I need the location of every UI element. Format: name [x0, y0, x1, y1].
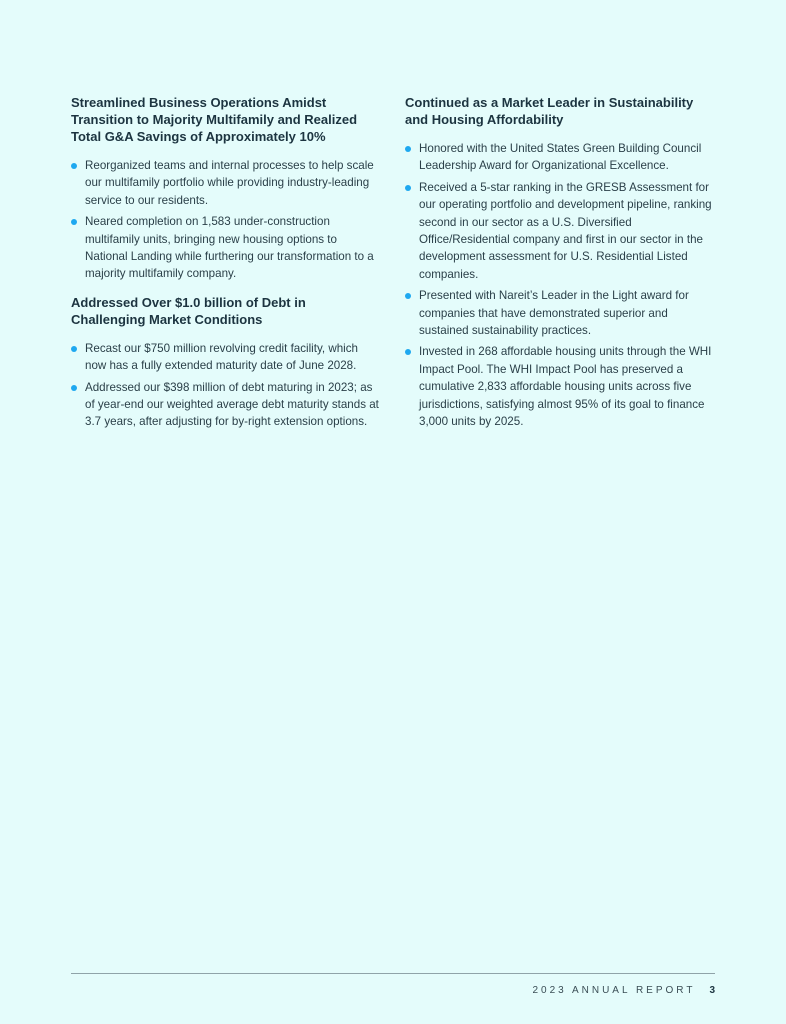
bullet-item — [405, 343, 717, 430]
bullet-dot-icon — [71, 385, 77, 391]
bullet-list — [71, 157, 381, 283]
bullet-text: Invested in 268 affordable housing units through the WHI Impact Pool. The WHI Impact Pool has preserved a cumulative 2,833 affordable housing units across five jurisdictions, satisfying almost 95% of its goal to finance 3,000 units by 2025. — [419, 345, 712, 429]
bullet-dot-icon — [405, 293, 411, 299]
section-title: Continued as a Market Leader in Sustainability and Housing Affordability — [405, 95, 694, 127]
bullet-dot-icon — [71, 219, 77, 225]
bullet-text: Reorganized teams and internal processes to help scale our multifamily portfolio while providing industry-leading service to our residents. — [85, 159, 374, 207]
bullet-item — [405, 179, 717, 283]
bullet-item — [71, 157, 381, 209]
bullet-text: Neared completion on 1,583 under-construction multifamily units, bringing new housing options to National Landing while furthering our transformation to a majority multifamily company. — [85, 215, 374, 281]
left-column — [71, 94, 381, 435]
bullet-dot-icon — [405, 349, 411, 355]
bullet-list — [71, 340, 381, 431]
bullet-item — [71, 213, 381, 283]
bullet-item — [405, 140, 717, 175]
bullet-text: Addressed our $398 million of debt maturing in 2023; as of year-end our weighted average debt maturity stands at 3.7 years, after adjusting for by-right extension options. — [85, 380, 379, 429]
footer-divider — [71, 973, 715, 974]
bullet-list — [405, 140, 717, 431]
page-number: 3 — [709, 985, 715, 996]
bullet-dot-icon — [71, 163, 77, 169]
bullet-item — [71, 379, 381, 431]
bullet-dot-icon — [405, 185, 411, 191]
bullet-item — [71, 340, 381, 375]
report-label: 2023 ANNUAL REPORT — [532, 985, 696, 996]
section-sustainability — [405, 94, 717, 431]
section-title: Streamlined Business Operations Amidst Transition to Majority Multifamily and Realized Total G&A Savings of Approximately 10% — [71, 95, 358, 144]
bullet-text: Recast our $750 million revolving credit facility, which now has a fully extended maturity date of June 2028. — [85, 341, 358, 373]
right-column — [405, 94, 717, 435]
bullet-text: Presented with Nareit’s Leader in the Light award for companies that have demonstrated superior and sustained sustainability practices. — [419, 289, 689, 338]
section-title: Addressed Over $1.0 billion of Debt in Challenging Market Conditions — [71, 294, 306, 327]
section-operations — [71, 94, 381, 283]
bullet-dot-icon — [405, 146, 411, 152]
bullet-text: Received a 5-star ranking in the GRESB Assessment for our operating portfolio and development pipeline, ranking second in our sector as a U.S. Diversified Office/Residential company and first in our sector in the development assessment for U.S. Residential Listed companies. — [419, 180, 712, 281]
bullet-item — [405, 287, 717, 339]
section-debt — [71, 294, 381, 431]
bullet-text: Honored with the United States Green Building Council Leadership Award for Organizational Excellence. — [419, 142, 702, 173]
bullet-dot-icon — [71, 346, 77, 352]
page-footer — [533, 985, 716, 996]
